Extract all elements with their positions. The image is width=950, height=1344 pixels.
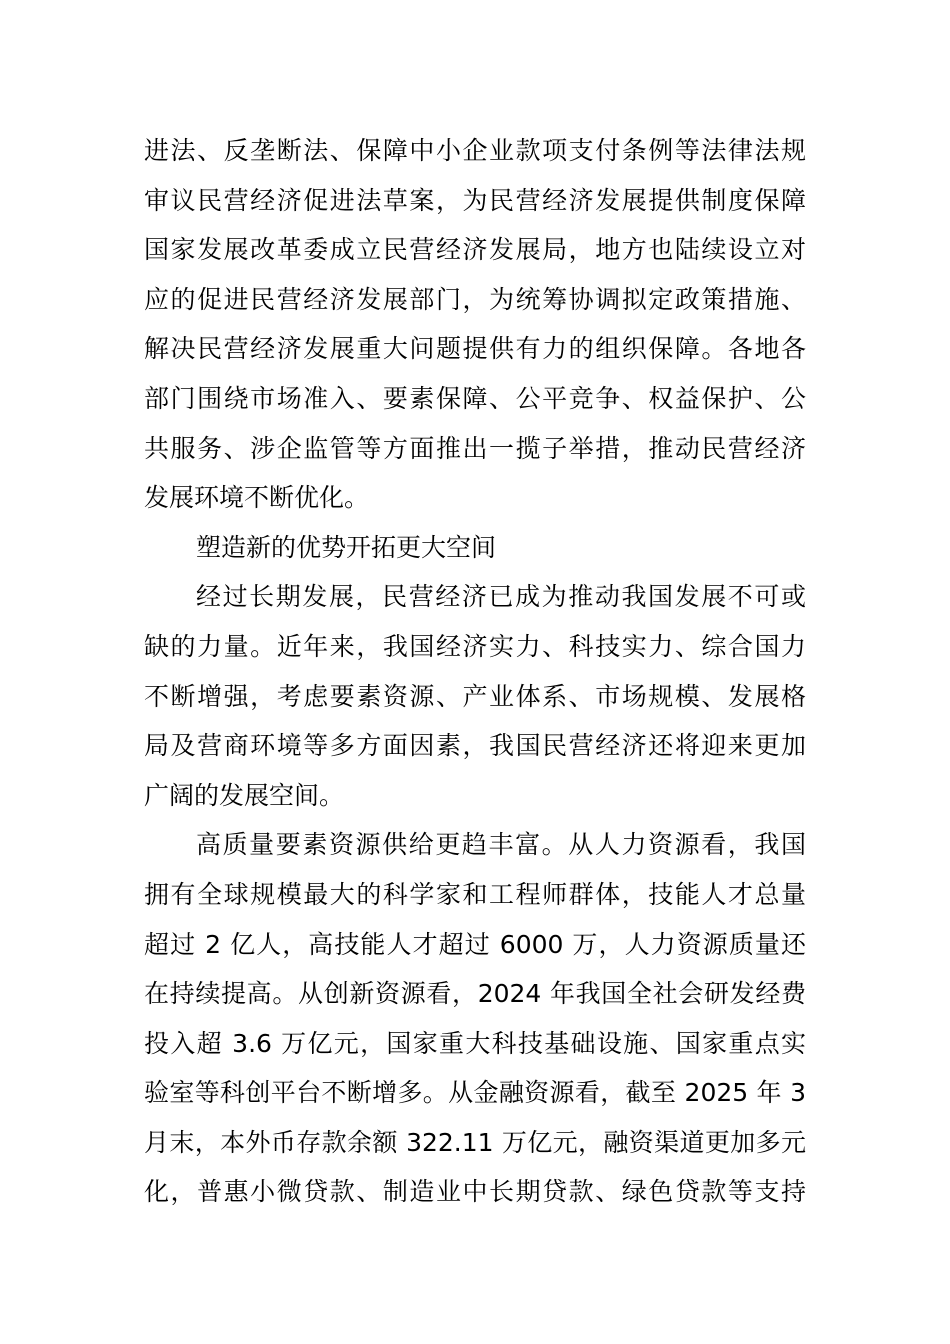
text-line: 经过长期发展，民营经济已成为推动我国发展不可或: [196, 582, 806, 612]
text-line: 国家发展改革委成立民营经济发展局，地方也陆续设立对: [144, 235, 806, 265]
section-heading: 塑造新的优势开拓更大空间: [196, 532, 497, 562]
text-line: 解决民营经济发展重大问题提供有力的组织保障。各地各: [144, 334, 806, 364]
text-line: 共服务、涉企监管等方面推出一揽子举措，推动民营经济: [144, 433, 806, 463]
text-line: 投入超 3.6 万亿元，国家重大科技基础设施、国家重点实: [144, 1028, 806, 1058]
text-line: 审议民营经济促进法草案，为民营经济发展提供制度保障: [144, 185, 806, 215]
text-line: 月末，本外币存款余额 322.11 万亿元，融资渠道更加多元: [144, 1127, 806, 1157]
text-line: 广阔的发展空间。: [144, 780, 345, 810]
text-line: 发展环境不断优化。: [144, 483, 370, 513]
text-line: 应的促进民营经济发展部门，为统筹协调拟定政策措施、: [144, 284, 806, 314]
body-text: [144, 126, 806, 1217]
text-line: 缺的力量。近年来，我国经济实力、科技实力、综合国力: [144, 631, 806, 661]
text-line: 在持续提高。从创新资源看，2024 年我国全社会研发经费: [144, 979, 806, 1009]
text-line: 进法、反垄断法、保障中小企业款项支付条例等法律法规: [144, 136, 806, 165]
text-line: 超过 2 亿人，高技能人才超过 6000 万，人力资源质量还: [144, 929, 806, 959]
text-line: 不断增强，考虑要素资源、产业体系、市场规模、发展格: [144, 681, 806, 711]
text-line: 化，普惠小微贷款、制造业中长期贷款、绿色贷款等支持: [144, 1177, 806, 1207]
text-line: 部门围绕市场准入、要素保障、公平竞争、权益保护、公: [144, 383, 806, 413]
text-line: 局及营商环境等多方面因素，我国民营经济还将迎来更加: [144, 731, 806, 761]
text-line: 高质量要素资源供给更趋丰富。从人力资源看，我国: [196, 830, 806, 860]
text-line: 验室等科创平台不断增多。从金融资源看，截至 2025 年 3: [144, 1078, 806, 1108]
text-line: 拥有全球规模最大的科学家和工程师群体，技能人才总量: [144, 879, 806, 909]
